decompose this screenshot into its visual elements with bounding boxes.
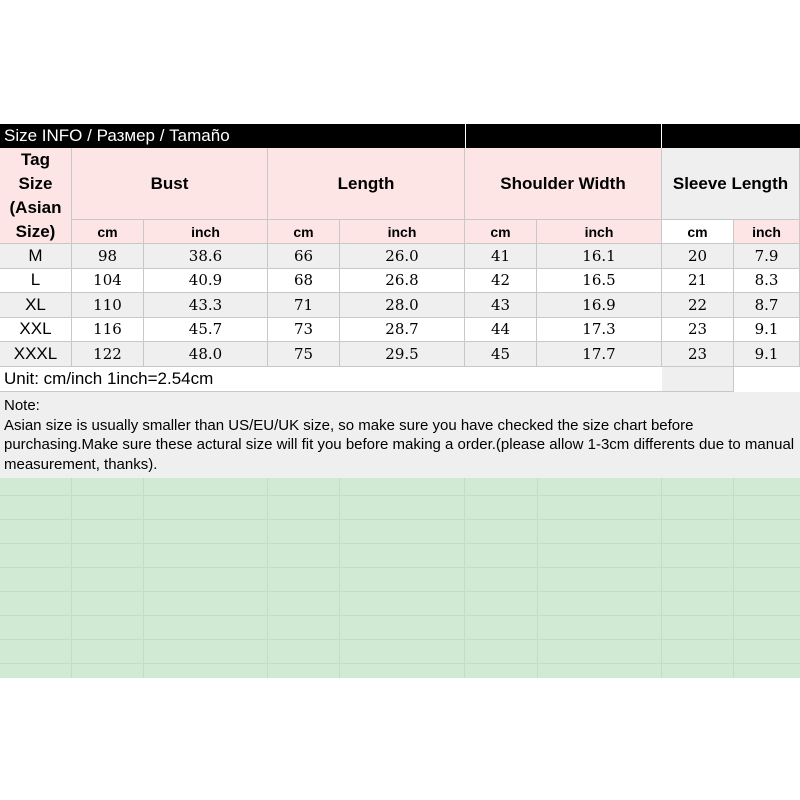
unit-note-row [0,367,662,392]
table-cell-len-in: 28.0 [340,293,465,318]
tag-size-header: Tag Size (Asian Size) [0,148,72,244]
table-cell-sh-in: 16.9 [537,293,662,318]
title-bar-shoulder [466,124,661,148]
table-cell-bust-cm: 116 [72,318,144,343]
unit-header-inch: inch [144,220,268,244]
unit-header-inch: inch [537,220,662,244]
note-label: Note: [4,397,40,414]
size-label: L [0,269,72,294]
table-cell-sh-cm: 41 [465,244,537,269]
table-cell-len-cm: 75 [268,342,340,367]
table-cell-bust-in: 38.6 [144,244,268,269]
table-cell-sl-cm: 21 [662,269,734,294]
unit-note-filler [662,367,734,392]
table-cell-sh-cm: 42 [465,269,537,294]
unit-header-cm: cm [72,220,144,244]
table-cell-len-cm: 73 [268,318,340,343]
table-cell-sh-in: 16.1 [537,244,662,269]
table-cell-len-cm: 68 [268,269,340,294]
size-label: XL [0,293,72,318]
table-cell-sl-in: 9.1 [734,342,800,367]
table-cell-sh-in: 17.7 [537,342,662,367]
table-cell-sh-in: 16.5 [537,269,662,294]
title-bar-sleeve [662,124,800,148]
table-cell-len-cm: 71 [268,293,340,318]
table-title: Size INFO / Размер / Tamaño [4,126,230,145]
table-cell-sh-cm: 44 [465,318,537,343]
length-header: Length [268,148,465,220]
table-cell-sl-in: 8.7 [734,293,800,318]
empty-grid-area [0,478,800,678]
unit-header-inch: inch [734,220,800,244]
unit-header-cm: cm [662,220,734,244]
unit-header-inch: inch [340,220,465,244]
table-cell-sl-in: 7.9 [734,244,800,269]
table-cell-bust-in: 40.9 [144,269,268,294]
unit-note: Unit: cm/inch 1inch=2.54cm [4,369,214,388]
table-cell-sl-cm: 22 [662,293,734,318]
title-bar [0,124,465,148]
unit-header-cm: cm [465,220,537,244]
table-cell-len-cm: 66 [268,244,340,269]
table-cell-sl-cm: 23 [662,342,734,367]
table-cell-len-in: 29.5 [340,342,465,367]
table-cell-len-in: 28.7 [340,318,465,343]
table-cell-sl-cm: 23 [662,318,734,343]
size-label: XXXL [0,342,72,367]
shoulder-width-header: Shoulder Width [465,148,662,220]
table-cell-bust-cm: 98 [72,244,144,269]
table-cell-bust-cm: 110 [72,293,144,318]
size-label: M [0,244,72,269]
table-cell-sl-in: 8.3 [734,269,800,294]
sleeve-length-header: Sleeve Length [662,148,800,220]
table-cell-sh-cm: 43 [465,293,537,318]
table-cell-len-in: 26.0 [340,244,465,269]
table-cell-bust-in: 45.7 [144,318,268,343]
table-cell-sl-in: 9.1 [734,318,800,343]
table-cell-bust-in: 48.0 [144,342,268,367]
table-cell-len-in: 26.8 [340,269,465,294]
table-cell-bust-cm: 122 [72,342,144,367]
note-block [0,392,800,478]
size-label: XXL [0,318,72,343]
note-text: Asian size is usually smaller than US/EU/UK size, so make sure you have checked the size chart before purchasing.Make sure these actural size will fit you before making a order.(please allow 1-3cm differents due to manual measurement, thanks). [4,416,795,473]
table-cell-bust-cm: 104 [72,269,144,294]
table-cell-bust-in: 43.3 [144,293,268,318]
table-cell-sh-in: 17.3 [537,318,662,343]
table-cell-sl-cm: 20 [662,244,734,269]
bust-header: Bust [72,148,268,220]
unit-header-cm: cm [268,220,340,244]
table-cell-sh-cm: 45 [465,342,537,367]
